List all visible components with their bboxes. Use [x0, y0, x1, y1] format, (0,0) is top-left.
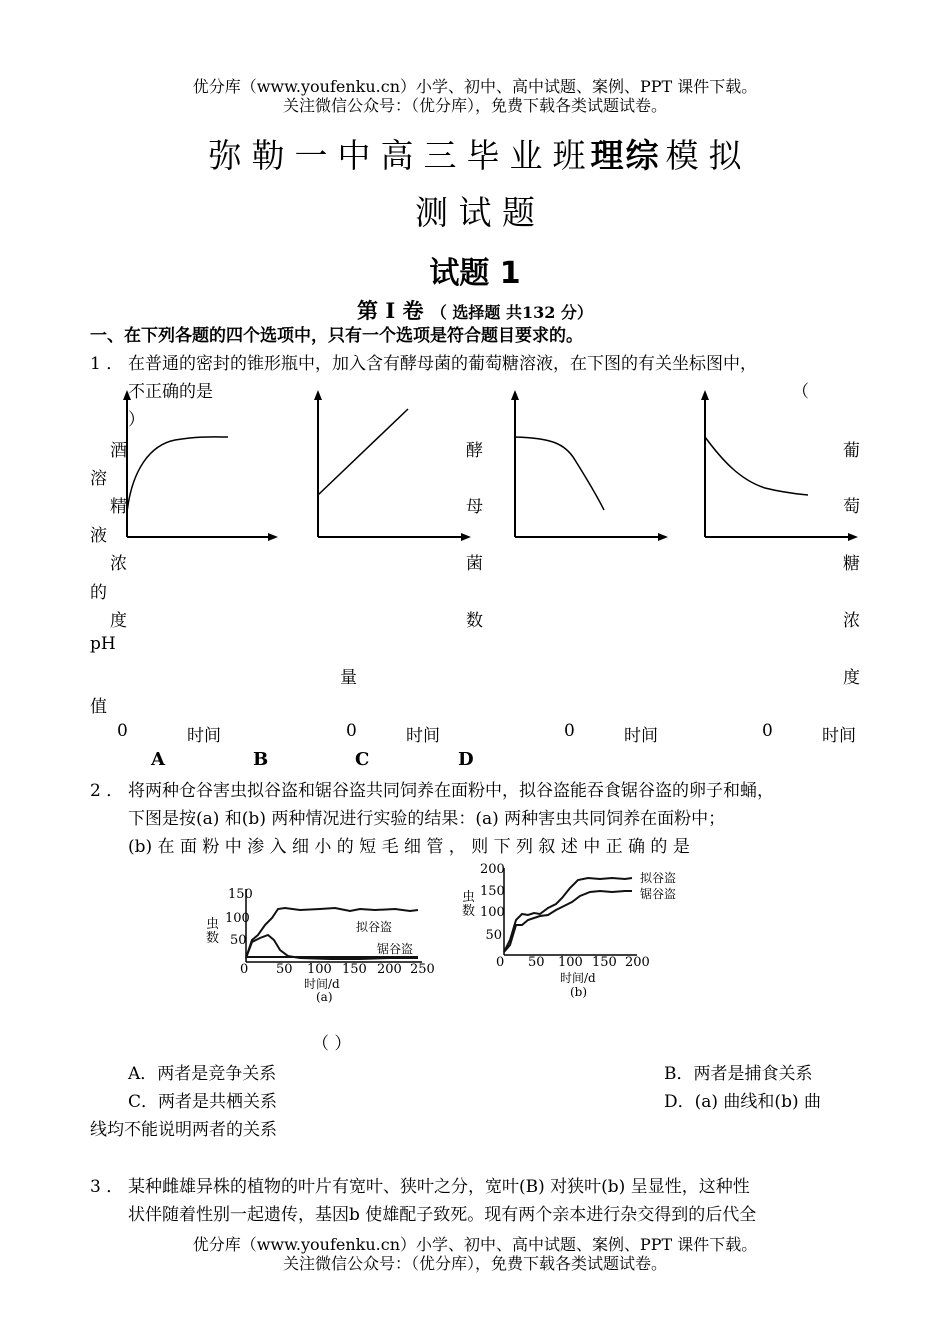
graph-a-ylabel-1: 酒 — [110, 441, 127, 461]
q2-option-b: B．两者是捕食关系 — [664, 1064, 813, 1084]
chart-a-ytick-150: 150 — [228, 887, 253, 902]
chart-b-ytick-50: 50 — [485, 928, 502, 943]
chart-b-xtick-150: 150 — [592, 955, 617, 970]
q1-option-c-letter: C — [355, 749, 370, 770]
q1-text-line2: 不正确的是 — [128, 382, 213, 402]
chart-a-series-label-1: 拟谷盗 — [356, 920, 393, 934]
q2-option-d: D．(a) 曲线和(b) 曲 — [664, 1092, 821, 1112]
q2-option-d-cont: 线均不能说明两者的关系 — [90, 1120, 277, 1140]
graph-c — [515, 395, 663, 537]
chart-b-series-1 — [504, 878, 632, 952]
title-subject: 理综 — [590, 136, 661, 175]
chart-a-xtick-250: 250 — [410, 962, 435, 977]
q2-option-c: C．两者是共栖关系 — [128, 1092, 278, 1112]
exam-title-line1 — [0, 130, 950, 177]
q1-option-d-letter: D — [458, 749, 474, 770]
chart-b — [504, 868, 637, 955]
graph-a — [127, 395, 273, 537]
graph-b-curve — [318, 409, 408, 495]
chart-a-ytick-50: 50 — [230, 933, 247, 948]
q1-option-b-letter: B — [253, 749, 269, 770]
graph-d-ylabel-3: 糖 — [843, 554, 860, 574]
q1-number: 1 ． — [90, 354, 124, 374]
title-char: 业 — [509, 136, 543, 175]
graph-b-xlabel: 时间 — [406, 726, 440, 746]
graph-c-curve — [515, 437, 604, 510]
title-char: 中 — [337, 136, 371, 175]
chart-a-xtick-200: 200 — [377, 962, 402, 977]
chart-a-series-label-2: 锯谷盗 — [377, 942, 414, 956]
graph-d — [705, 395, 853, 537]
q1-option-a-letter: A — [151, 749, 165, 770]
graph-d-ylabel-1: 葡 — [843, 441, 860, 461]
graph-b-ylabel-2: 母 — [466, 497, 483, 517]
chart-b-ylabel: 虫数 — [462, 890, 476, 919]
graph-c-origin: 0 — [564, 721, 575, 741]
graph-b — [318, 395, 466, 537]
chart-b-xtick-0: 0 — [496, 955, 505, 970]
title-char: 一 — [294, 136, 328, 175]
juan-label: 第 Ⅰ 卷 — [357, 298, 424, 323]
q2-option-a: A．两者是竞争关系 — [128, 1064, 277, 1084]
q1-paren-open: （ — [792, 382, 809, 402]
graph-b-origin: 0 — [346, 721, 357, 741]
chart-b-xtick-200: 200 — [625, 955, 650, 970]
page-footer-line2: 关注微信公众号：（优分库），免费下载各类试题试卷。 — [282, 1254, 667, 1273]
graph-a-ylabel-5: 溶 — [90, 469, 107, 489]
graph-a-xlabel: 时间 — [187, 726, 221, 746]
title-char: 拟 — [708, 136, 742, 175]
graph-a-curve — [127, 437, 228, 512]
graph-b-ylabel-4: 数 — [466, 611, 483, 631]
chart-b-xtick-50: 50 — [528, 955, 545, 970]
graph-a-ylabel-7: 的 — [90, 583, 107, 603]
paper-number: 试题 1 — [429, 256, 521, 291]
chart-a-xlabel: 时间/d — [304, 977, 340, 991]
chart-a-caption: (a) — [316, 990, 333, 1004]
chart-b-series-label-1: 拟谷盗 — [640, 871, 677, 885]
graph-b-ylabel-5: 量 — [340, 668, 357, 688]
exam-title-line2: 测 试 题 — [415, 193, 535, 232]
graph-a-ylabel-3: 浓 — [110, 554, 127, 574]
q3-text-line2: 状伴随着性别一起遗传，基因b 使雄配子致死。现有两个亲本进行杂交得到的后代全 — [128, 1205, 757, 1225]
q1-paren-close: ） — [128, 410, 145, 430]
title-char: 班 — [552, 136, 586, 175]
chart-a-xtick-100: 100 — [307, 962, 332, 977]
graph-a-ylabel-2: 精 — [110, 497, 127, 517]
q3-text-line1: 某种雌雄异株的植物的叶片有宽叶、狭叶之分，宽叶(B) 对狭叶(b) 呈显性，这种性 — [128, 1177, 750, 1197]
graph-d-curve — [705, 437, 808, 495]
section-instruction: 一、在下列各题的四个选项中，只有一个选项是符合题目要求的。 — [90, 326, 583, 346]
page-footer-line1: 优分库（www.youfenku.cn）小学、初中、高中试题、案例、PPT 课件下载。 — [192, 1235, 758, 1254]
chart-a-xtick-150: 150 — [342, 962, 367, 977]
graph-d-origin: 0 — [762, 721, 773, 741]
chart-b-ytick-100: 100 — [480, 905, 505, 920]
page-header-line1: 优分库（www.youfenku.cn）小学、初中、高中试题、案例、PPT 课件下载。 — [192, 77, 758, 96]
title-char: 弥 — [208, 136, 242, 175]
juan-note: （ 选择题 共132 分） — [430, 303, 593, 322]
graph-d-xlabel: 时间 — [822, 726, 856, 746]
graph-a-ylabel-6: 液 — [90, 526, 107, 546]
chart-b-series-label-2: 锯谷盗 — [640, 887, 677, 901]
chart-b-xlabel: 时间/d — [560, 971, 596, 985]
chart-a-xtick-50: 50 — [276, 962, 293, 977]
graph-c-xlabel: 时间 — [624, 726, 658, 746]
graph-d-ylabel-4: 浓 — [843, 611, 860, 631]
graph-a-ylabel-8: pH — [90, 634, 116, 654]
chart-a-ylabel: 虫数 — [206, 917, 220, 946]
graph-a-origin: 0 — [117, 721, 128, 741]
graph-b-ylabel-3: 菌 — [466, 554, 483, 574]
q2-text-line3: (b) 在 面 粉 中 渗 入 细 小 的 短 毛 细 管 ， 则 下 列 叙 述 中 正 确 的 是 — [128, 837, 690, 857]
title-char: 高 — [380, 136, 414, 175]
section-heading — [0, 295, 950, 325]
chart-a-ytick-100: 100 — [225, 911, 250, 926]
q2-number: 2 ． — [90, 781, 124, 801]
title-char: 三 — [423, 136, 457, 175]
title-char: 模 — [665, 136, 699, 175]
graph-d-ylabel-2: 萄 — [843, 497, 860, 517]
graph-a-ylabel-9: 值 — [90, 697, 107, 717]
q1-text-line1: 在普通的密封的锥形瓶中，加入含有酵母菌的葡萄糖溶液，在下图的有关坐标图中， — [128, 354, 757, 374]
q2-text-line1: 将两种仓谷害虫拟谷盗和锯谷盗共同饲养在面粉中，拟谷盗能吞食锯谷盗的卵子和蛹， — [128, 781, 774, 801]
q3-number: 3 ． — [90, 1177, 124, 1197]
chart-b-ytick-150: 150 — [480, 884, 505, 899]
chart-b-xtick-100: 100 — [558, 955, 583, 970]
chart-b-series-2 — [504, 891, 632, 952]
chart-b-ytick-200: 200 — [480, 862, 505, 877]
page-header-line2: 关注微信公众号：（优分库），免费下载各类试题试卷。 — [282, 96, 667, 115]
title-char: 勒 — [251, 136, 285, 175]
title-char: 毕 — [466, 136, 500, 175]
chart-b-caption: (b) — [570, 985, 588, 999]
graph-d-ylabel-5: 度 — [843, 668, 860, 688]
graph-a-ylabel-4: 度 — [110, 611, 127, 631]
graph-b-ylabel-1: 酵 — [466, 441, 483, 461]
chart-a-xtick-0: 0 — [240, 962, 249, 977]
q2-text-line2: 下图是按(a) 和(b) 两种情况进行实验的结果：(a) 两种害虫共同饲养在面粉中； — [128, 809, 726, 829]
q2-answer-paren: （ ） — [312, 1034, 352, 1054]
